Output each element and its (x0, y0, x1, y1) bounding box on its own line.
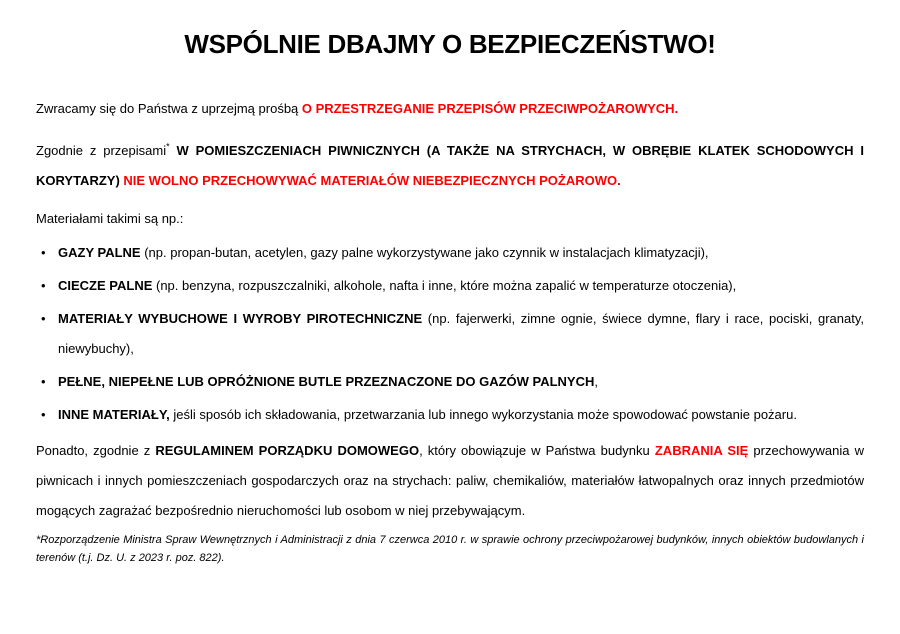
regulations-paragraph (36, 136, 864, 196)
footnote: *Rozporządzenie Ministra Spraw Wewnętrznych i Administracji z dnia 7 czerwca 2010 r. w sprawie ochrony przeciwpożarowej budynków, innych obiektów budowlanych i terenów (t.j. Dz. U. z 2023 r. poz. 822). (36, 534, 864, 564)
list-item-text: PEŁNE, NIEPEŁNE LUB OPRÓŻNIONE BUTLE PRZEZNACZONE DO GAZÓW PALNYCH, (58, 374, 599, 389)
closing-text-3: przechowywania w piwnicach i innych pomieszczeniach gospodarczych oraz na strychach: paliw, chemikaliów, materiałów łatwopalnych oraz innych przedmiotów mogących zagrażać bezpośrednio nieruchomości lub osobom w niej przebywającym. (36, 443, 864, 518)
list-intro: Materiałami takimi są np.: (36, 211, 184, 226)
list-item (36, 304, 864, 364)
bullet-icon: • (41, 374, 46, 389)
intro-paragraph (36, 94, 864, 124)
list-item-text: CIECZE PALNE (np. benzyna, rozpuszczalniki, alkohole, nafta i inne, które można zapalić w temperaturze otoczenia), (58, 278, 737, 293)
list-item-text: GAZY PALNE (np. propan-butan, acetylen, gazy palne wykorzystywane jako czynnik w instalacjach klimatyzacji), (58, 245, 709, 260)
closing-text-2: , który obowiązuje w Państwa budynku (419, 443, 655, 458)
hazardous-materials-list (36, 238, 864, 430)
intro-text: Zwracamy się do Państwa z uprzejmą prośbą (36, 101, 302, 116)
intro-period: . (674, 101, 679, 116)
safety-notice-document (36, 26, 864, 567)
regulations-period: . (617, 173, 621, 188)
list-item (36, 238, 864, 268)
list-item (36, 400, 864, 430)
list-item (36, 367, 864, 397)
regulations-bold-emphasis: W POMIESZCZENIACH PIWNICZNYCH (A TAKŻE NA STRYCHACH, W OBRĘBIE KLATEK SCHODOWYCH I KORYTARZY) (36, 143, 864, 188)
closing-red-emphasis: ZABRANIA SIĘ (654, 443, 749, 458)
list-item-text: MATERIAŁY WYBUCHOWE I WYROBY PIROTECHNICZNE (np. fajerwerki, zimne ognie, świece dymne, flary i race, pociski, granaty, niewybuchy), (58, 311, 864, 356)
regulations-text: Zgodnie z przepisami (36, 143, 167, 158)
bullet-icon: • (41, 278, 46, 293)
page-title: WSPÓLNIE DBAJMY O BEZPIECZEŃSTWO! (184, 29, 716, 59)
bullet-icon: • (41, 407, 46, 422)
footnote-reference-asterisk: * (166, 141, 170, 152)
closing-text-1: Ponadto, zgodnie z (36, 443, 156, 458)
regulations-red-emphasis: NIE WOLNO PRZECHOWYWAĆ MATERIAŁÓW NIEBEZPIECZNYCH POŻAROWO (123, 173, 618, 188)
bullet-icon: • (41, 245, 46, 260)
bullet-icon: • (41, 311, 46, 326)
list-item (36, 271, 864, 301)
closing-paragraph (36, 436, 864, 526)
intro-red-emphasis: O PRZESTRZEGANIE PRZEPISÓW PRZECIWPOŻAROWYCH (301, 101, 675, 116)
list-item-text: INNE MATERIAŁY, jeśli sposób ich składowania, przetwarzania lub innego wykorzystania może spowodować powstanie pożaru. (58, 407, 797, 422)
closing-bold-emphasis: REGULAMINEM PORZĄDKU DOMOWEGO (155, 443, 420, 458)
